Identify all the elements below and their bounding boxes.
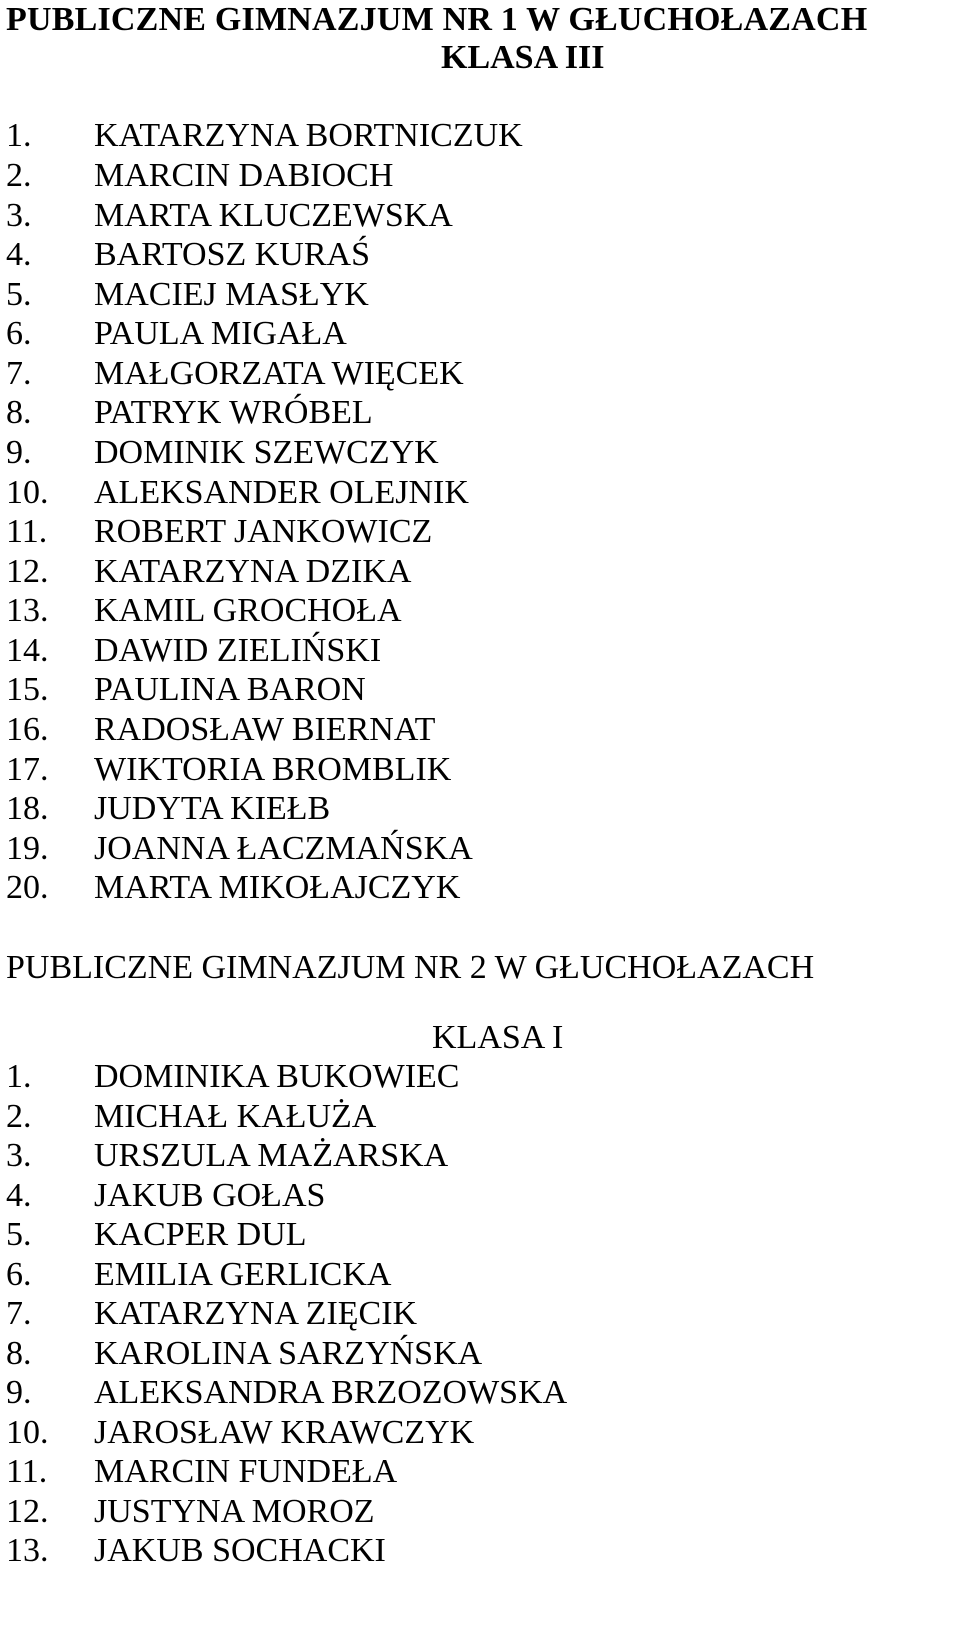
student-name: KATARZYNA ZIĘCIK: [94, 1295, 418, 1332]
student-name: MARTA KLUCZEWSKA: [94, 197, 453, 234]
list-item-number: 11.: [6, 513, 48, 550]
list-item-number: 9.: [6, 434, 32, 471]
list-item-number: 2.: [6, 1098, 32, 1135]
student-name: MARTA MIKOŁAJCZYK: [94, 869, 461, 906]
list-item: [6, 1373, 567, 1413]
student-name: JOANNA ŁACZMAŃSKA: [94, 830, 473, 867]
list-item-number: 19.: [6, 830, 49, 867]
student-name: KATARZYNA DZIKA: [94, 553, 412, 590]
list-item: [6, 512, 432, 552]
list-item-number: 14.: [6, 632, 49, 669]
list-item-number: 1.: [6, 117, 32, 154]
school-title-2: PUBLICZNE GIMNAZJUM NR 2 W GŁUCHOŁAZACH: [6, 949, 815, 986]
list-item: [6, 710, 435, 750]
list-item: [6, 1057, 459, 1097]
list-item: [6, 1413, 474, 1453]
student-name: PATRYK WRÓBEL: [94, 394, 373, 431]
student-name: EMILIA GERLICKA: [94, 1256, 392, 1293]
student-name: URSZULA MAŻARSKA: [94, 1137, 449, 1174]
student-name: RADOSŁAW BIERNAT: [94, 711, 436, 748]
student-name: DAWID ZIELIŃSKI: [94, 632, 382, 669]
list-item-number: 8.: [6, 394, 32, 431]
student-name: PAULA MIGAŁA: [94, 315, 347, 352]
list-item: [6, 591, 402, 631]
list-item: [6, 750, 451, 790]
list-item-number: 4.: [6, 1177, 32, 1214]
list-item: [6, 235, 370, 275]
student-name: KAROLINA SARZYŃSKA: [94, 1335, 483, 1372]
list-item: [6, 1452, 397, 1492]
list-item-number: 11.: [6, 1453, 48, 1490]
list-item: [6, 314, 347, 354]
list-item: [6, 354, 464, 394]
student-name: ROBERT JANKOWICZ: [94, 513, 433, 550]
student-name: WIKTORIA BROMBLIK: [94, 751, 452, 788]
list-item: [6, 829, 473, 869]
list-item: [6, 1294, 417, 1334]
list-item-number: 4.: [6, 236, 32, 273]
list-item: [6, 1492, 375, 1532]
list-item: [6, 670, 366, 710]
student-name: KACPER DUL: [94, 1216, 307, 1253]
student-name: DOMINIKA BUKOWIEC: [94, 1058, 460, 1095]
list-item-number: 7.: [6, 355, 32, 392]
list-item-number: 3.: [6, 197, 32, 234]
student-name: MARCIN FUNDEŁA: [94, 1453, 398, 1490]
student-name: PAULINA BARON: [94, 671, 366, 708]
list-item-number: 17.: [6, 751, 49, 788]
student-name: BARTOSZ KURAŚ: [94, 236, 371, 273]
list-item: [6, 631, 381, 671]
list-item-number: 12.: [6, 1493, 49, 1530]
list-item: [6, 1136, 448, 1176]
list-item-number: 10.: [6, 1414, 49, 1451]
list-item: [6, 789, 330, 829]
student-name: KAMIL GROCHOŁA: [94, 592, 402, 629]
list-item-number: 3.: [6, 1137, 32, 1174]
list-item: [6, 552, 411, 592]
student-name: KATARZYNA BORTNICZUK: [94, 117, 523, 154]
student-name: DOMINIK SZEWCZYK: [94, 434, 439, 471]
list-item-number: 12.: [6, 553, 49, 590]
list-item: [6, 393, 373, 433]
student-name: MARCIN DABIOCH: [94, 157, 394, 194]
list-item: [6, 473, 469, 513]
list-item-number: 20.: [6, 869, 49, 906]
list-item: [6, 1531, 386, 1571]
student-name: ALEKSANDRA BRZOZOWSKA: [94, 1374, 568, 1411]
student-name: JUDYTA KIEŁB: [94, 790, 331, 827]
student-name: JAKUB SOCHACKI: [94, 1532, 386, 1569]
student-name: ALEKSANDER OLEJNIK: [94, 474, 469, 511]
school-title-1: PUBLICZNE GIMNAZJUM NR 1 W GŁUCHOŁAZACH: [6, 1, 868, 38]
student-name: MAŁGORZATA WIĘCEK: [94, 355, 464, 392]
list-item-number: 6.: [6, 315, 32, 352]
list-item-number: 2.: [6, 157, 32, 194]
list-item: [6, 1334, 482, 1374]
student-name: JAROSŁAW KRAWCZYK: [94, 1414, 475, 1451]
list-item-number: 5.: [6, 276, 32, 313]
list-item: [6, 433, 439, 473]
student-name: MICHAŁ KAŁUŻA: [94, 1098, 377, 1135]
list-item: [6, 156, 393, 196]
list-item-number: 8.: [6, 1335, 32, 1372]
list-item-number: 10.: [6, 474, 49, 511]
class-label-2: KLASA I: [432, 1019, 564, 1056]
list-item-number: 18.: [6, 790, 49, 827]
list-item-number: 15.: [6, 671, 49, 708]
list-item-number: 13.: [6, 592, 49, 629]
list-item-number: 16.: [6, 711, 49, 748]
list-item-number: 5.: [6, 1216, 32, 1253]
list-item: [6, 275, 369, 315]
class-label-1: KLASA III: [441, 39, 605, 76]
list-item: [6, 868, 460, 908]
student-name: MACIEJ MASŁYK: [94, 276, 369, 313]
list-item: [6, 116, 523, 156]
student-name: JUSTYNA MOROZ: [94, 1493, 375, 1530]
list-item-number: 7.: [6, 1295, 32, 1332]
list-item-number: 6.: [6, 1256, 32, 1293]
list-item: [6, 196, 453, 236]
list-item-number: 1.: [6, 1058, 32, 1095]
list-item: [6, 1176, 325, 1216]
list-item: [6, 1255, 391, 1295]
list-item-number: 9.: [6, 1374, 32, 1411]
student-name: JAKUB GOŁAS: [94, 1177, 326, 1214]
list-item-number: 13.: [6, 1532, 49, 1569]
list-item: [6, 1097, 376, 1137]
list-item: [6, 1215, 307, 1255]
